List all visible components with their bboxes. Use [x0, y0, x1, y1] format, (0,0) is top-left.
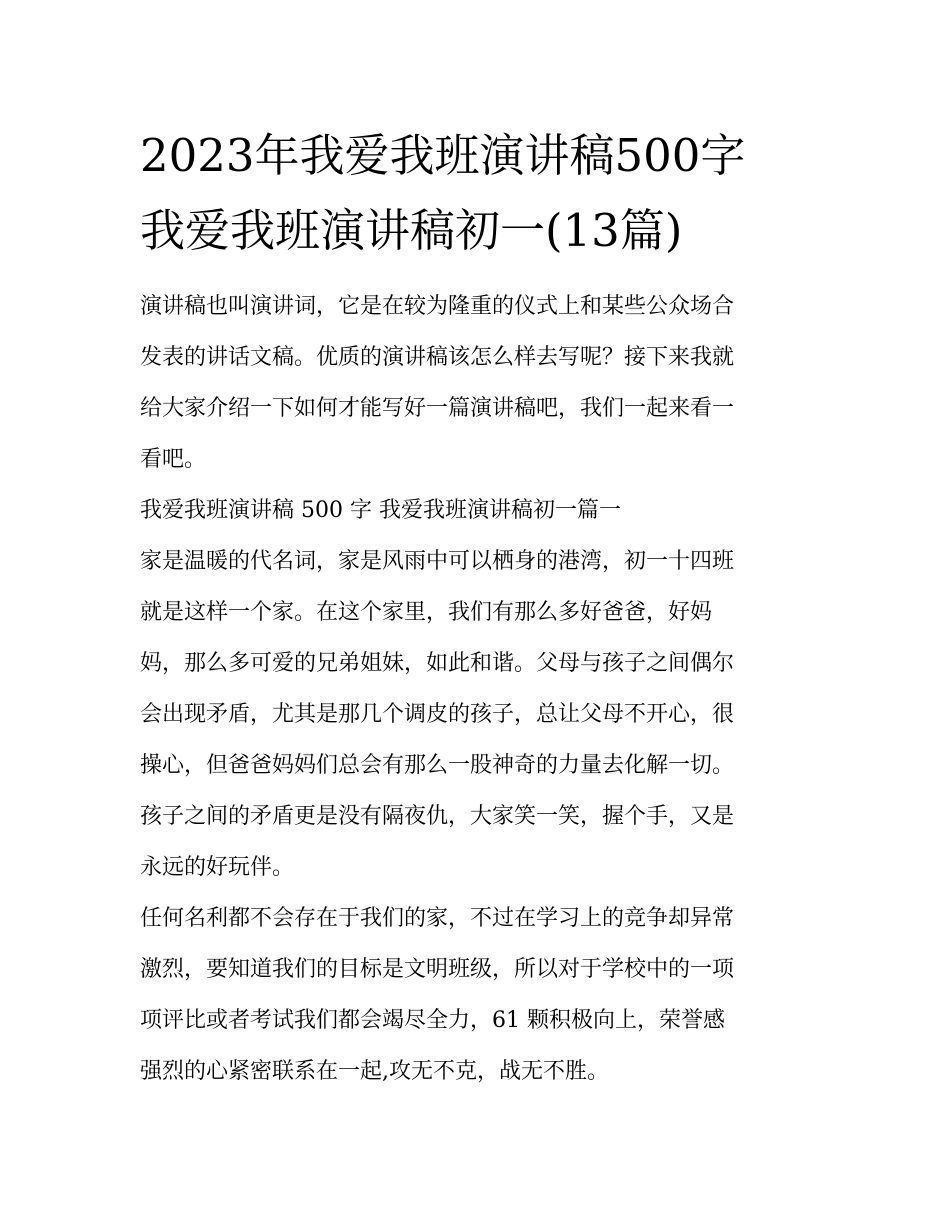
text-line: 激烈，要知道我们的目标是文明班级，所以对于学校中的一项 — [140, 957, 735, 982]
text-line: 家是温暖的代名词，家是风雨中可以栖身的港湾，初一十四班 — [140, 549, 735, 574]
paragraph-list — [140, 281, 818, 1097]
text-line: 永远的好玩伴。 — [140, 855, 295, 880]
body-paragraph — [140, 893, 818, 1097]
text-line: 我爱我班演讲稿 500 字 我爱我班演讲稿初一篇一 — [140, 498, 621, 523]
title-line-1: 2023年我爱我班演讲稿500字 — [140, 129, 746, 182]
text-line: 孩子之间的矛盾更是没有隔夜仇，大家笑一笑，握个手，又是 — [140, 804, 735, 829]
text-line: 妈，那么多可爱的兄弟姐妹，如此和谐。父母与孩子之间偶尔 — [140, 651, 735, 676]
text-line: 任何名利都不会存在于我们的家，不过在学习上的竞争却异常 — [140, 906, 735, 931]
body-paragraph — [140, 536, 818, 893]
intro-paragraph — [140, 281, 818, 485]
text-line: 操心，但爸爸妈妈们总会有那么一股神奇的力量去化解一切。 — [140, 753, 735, 778]
text-line: 项评比或者考试我们都会竭尽全力，61 颗积极向上，荣誉感 — [140, 1008, 725, 1033]
text-line: 演讲稿也叫演讲词，它是在较为隆重的仪式上和某些公众场合 — [140, 294, 735, 319]
text-line: 看吧。 — [140, 447, 207, 472]
section-heading — [140, 485, 818, 536]
text-line: 给大家介绍一下如何才能写好一篇演讲稿吧，我们一起来看一 — [140, 396, 735, 421]
document-body — [140, 118, 818, 1097]
text-line: 会出现矛盾，尤其是那几个调皮的孩子，总让父母不开心，很 — [140, 702, 735, 727]
text-line: 强烈的心紧密联系在一起,攻无不克，战无不胜。 — [140, 1059, 609, 1084]
text-line: 就是这样一个家。在这个家里，我们有那么多好爸爸，好妈 — [140, 600, 713, 625]
document-title — [140, 118, 818, 268]
title-line-2: 我爱我班演讲稿初一(13篇) — [140, 204, 683, 257]
text-line: 发表的讲话文稿。优质的演讲稿该怎么样去写呢？接下来我就 — [140, 345, 735, 370]
